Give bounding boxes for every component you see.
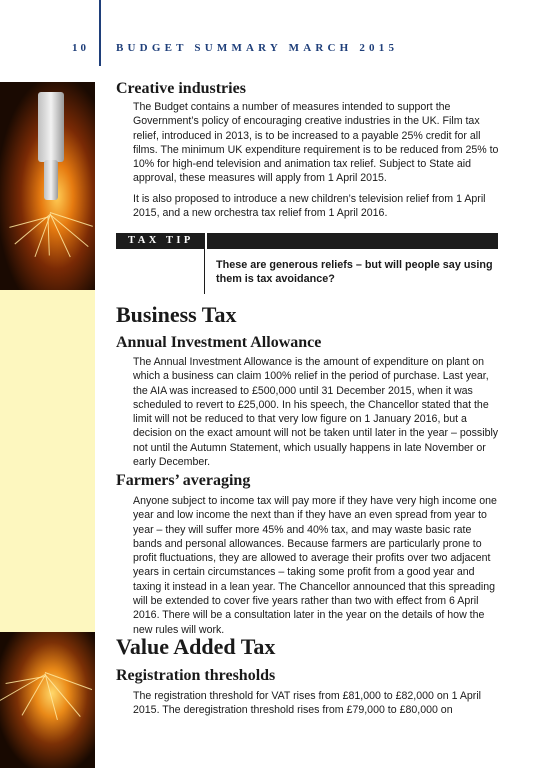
farmers-averaging-paragraph: Anyone subject to income tax will pay more if they have very high income one year and low income the next than if they have an even spread from year to year – they will suffer more 45% and 40% tax, and may waste basic rate bands and personal allowances. Because farmers are particularly prone to profit fluctuations, they are allowed to average their profits over two adjacent years in certain circumstances – taking some profit from a good year and taxing it instead in a lean year. The Chancellor announced that this spreading will be extended to cover five years rather than two with effect from 6 April 2016. There will be a consultation later in the year on the details of how the new rules will work. (133, 495, 497, 636)
creative-industries-paragraph-2: It is also proposed to introduce a new children’s television relief from 1 April 2015, and a new orchestra tax relief from 1 April 2016. (133, 193, 486, 220)
tax-tip-rule (204, 249, 205, 294)
laser-cutting-photo (0, 82, 95, 290)
running-title: BUDGET SUMMARY MARCH 2015 (116, 42, 399, 54)
aia-heading: Annual Investment Allowance (116, 334, 322, 351)
sparks-photo (0, 632, 95, 768)
aia-paragraph: The Annual Investment Allowance is the amount of expenditure on plant on which a business can claim 100% relief in the period of purchase. Last year, the AIA was increased to £500,000 until 31 December 2015, when it was scheduled to revert to £25,000. In his speech, the Chancellor stated that the limit will not be reduced to that very low figure on 1 January 2016, but a decision on the exact amount will not be taken until later in the year – possibly not until the Autumn Statement, which usually happens in late November or early December. (133, 356, 499, 469)
creative-industries-paragraph-1: The Budget contains a number of measures intended to support the Government’s policy of encouraging creative industries in the UK. Film tax relief, introduced in 2013, is to be increased to a payable 25% credit for all films. The minimum UK expenditure requirement is to be reduced from 25% to 10% for high-end television and animation tax relief. Subject to State aid approval, these measures will apply from 1 April 2015. (133, 101, 499, 185)
page-number: 10 (72, 42, 89, 54)
registration-thresholds-paragraph: The registration threshold for VAT rises from £81,000 to £82,000 on 1 April 2015. The deregistration threshold rises from £79,000 to £80,000 on (133, 690, 482, 717)
tax-tip-label: TAX TIP (128, 235, 194, 246)
business-tax-heading: Business Tax (116, 302, 237, 327)
tax-tip-text: These are generous reliefs – but will people say using them is tax avoidance? (216, 259, 493, 286)
creative-industries-heading: Creative industries (116, 80, 246, 97)
tax-tip-bar (116, 233, 498, 249)
farmers-averaging-heading: Farmers’ averaging (116, 472, 251, 489)
page-header (0, 42, 541, 60)
vat-heading: Value Added Tax (116, 634, 276, 659)
tax-tip-divider (205, 233, 207, 249)
registration-thresholds-heading: Registration thresholds (116, 667, 276, 684)
